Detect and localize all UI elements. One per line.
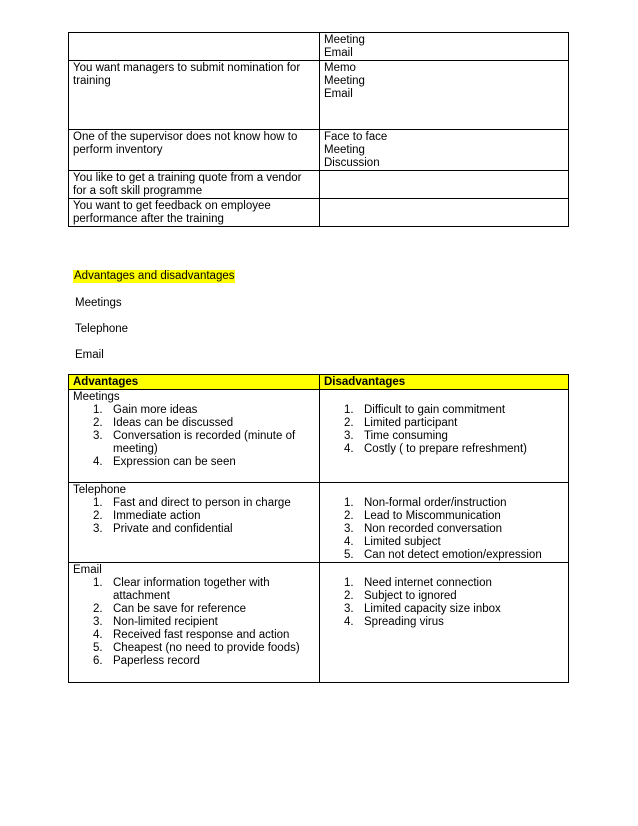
advantages-cell [69, 563, 320, 683]
table-row [69, 33, 569, 61]
scenario-text: training [73, 75, 111, 87]
advantages-table [68, 374, 569, 683]
paragraph-telephone: Telephone [75, 323, 129, 335]
list-item: 3. Private and confidential [93, 523, 233, 535]
advantages-cell [69, 483, 320, 563]
list-item: 3. Time consuming [344, 430, 448, 442]
table-row [69, 171, 569, 199]
list-item: 1. Non-formal order/instruction [344, 497, 507, 509]
advantages-list [73, 497, 315, 536]
disadvantages-cell [320, 483, 569, 563]
disadvantages-cell [320, 563, 569, 683]
list-item: 5. Can not detect emotion/expression [344, 549, 542, 561]
table-header-row [69, 375, 569, 390]
list-item: 4. Spreading virus [344, 616, 444, 628]
table-row [69, 483, 569, 563]
channel-cell [320, 33, 569, 61]
channel-text: Memo [324, 62, 356, 74]
advantages-list [73, 404, 315, 469]
advantages-list [73, 577, 315, 668]
list-item: 2. Can be save for reference [93, 603, 246, 615]
table-row [69, 130, 569, 171]
table-row [69, 61, 569, 130]
list-item: 1. Fast and direct to person in charge [93, 497, 291, 509]
channel-text: Meeting [324, 34, 365, 46]
section-label: Meetings [73, 391, 120, 403]
scenario-cell [69, 33, 320, 61]
channel-cell [320, 171, 569, 199]
list-item: 3. Non recorded conversation [344, 523, 503, 535]
list-item: 1. Difficult to gain commitment [344, 404, 506, 416]
scenario-text: performance after the training [73, 213, 224, 225]
disadvantages-list [324, 497, 564, 562]
list-item: 4. Expression can be seen [93, 456, 236, 468]
paragraph-meetings: Meetings [75, 297, 122, 309]
scenario-text: You want managers to submit nomination for [73, 62, 301, 74]
scenario-text: One of the supervisor does not know how to [73, 131, 298, 143]
channel-text: Meeting [324, 144, 365, 156]
list-item: 1. Gain more ideas [93, 404, 198, 416]
disadvantages-header: Disadvantages [320, 375, 569, 390]
disadvantages-cell [320, 390, 569, 483]
list-item: 3. Non-limited recipient [93, 616, 218, 628]
channel-text: Discussion [324, 157, 380, 169]
list-item: 3. Conversation is recorded (minute of meeting) [93, 430, 296, 455]
channel-text: Email [324, 88, 353, 100]
section-label: Telephone [73, 484, 127, 496]
channel-cell [320, 130, 569, 171]
list-item: 3. Limited capacity size inbox [344, 603, 501, 615]
scenario-text: for a soft skill programme [73, 185, 203, 197]
list-item: 2. Subject to ignored [344, 590, 457, 602]
list-item: 4. Limited subject [344, 536, 441, 548]
disadvantages-list [324, 404, 564, 456]
scenario-cell [69, 171, 320, 199]
scenario-cell [69, 61, 320, 130]
paragraph-email: Email [75, 349, 104, 361]
channel-text: Face to face [324, 131, 388, 143]
list-item: 1. Clear information together with attachment [93, 577, 270, 602]
list-item: 5. Cheapest (no need to provide foods) [93, 642, 300, 654]
list-item: 2. Lead to Miscommunication [344, 510, 501, 522]
advantages-header: Advantages [69, 375, 320, 390]
scenario-text: You like to get a training quote from a vendor [73, 172, 302, 184]
table-row [69, 199, 569, 227]
advantages-cell [69, 390, 320, 483]
list-item: 2. Limited participant [344, 417, 458, 429]
scenario-cell [69, 130, 320, 171]
list-item: 1. Need internet connection [344, 577, 492, 589]
channel-text: Meeting [324, 75, 365, 87]
section-title: Advantages and disadvantages [74, 270, 235, 282]
list-item: 4. Received fast response and action [93, 629, 290, 641]
channel-cell [320, 199, 569, 227]
list-item: 6. Paperless record [93, 655, 200, 667]
scenario-text: You want to get feedback on employee [73, 200, 271, 212]
table-row [69, 390, 569, 483]
scenario-table [68, 32, 569, 227]
scenario-cell [69, 199, 320, 227]
section-label: Email [73, 564, 102, 576]
list-item: 4. Costly ( to prepare refreshment) [344, 443, 527, 455]
channel-cell [320, 61, 569, 130]
scenario-text: perform inventory [73, 144, 163, 156]
list-item: 2. Immediate action [93, 510, 201, 522]
table-row [69, 563, 569, 683]
channel-text: Email [324, 47, 353, 59]
list-item: 2. Ideas can be discussed [93, 417, 234, 429]
disadvantages-list [324, 577, 564, 629]
